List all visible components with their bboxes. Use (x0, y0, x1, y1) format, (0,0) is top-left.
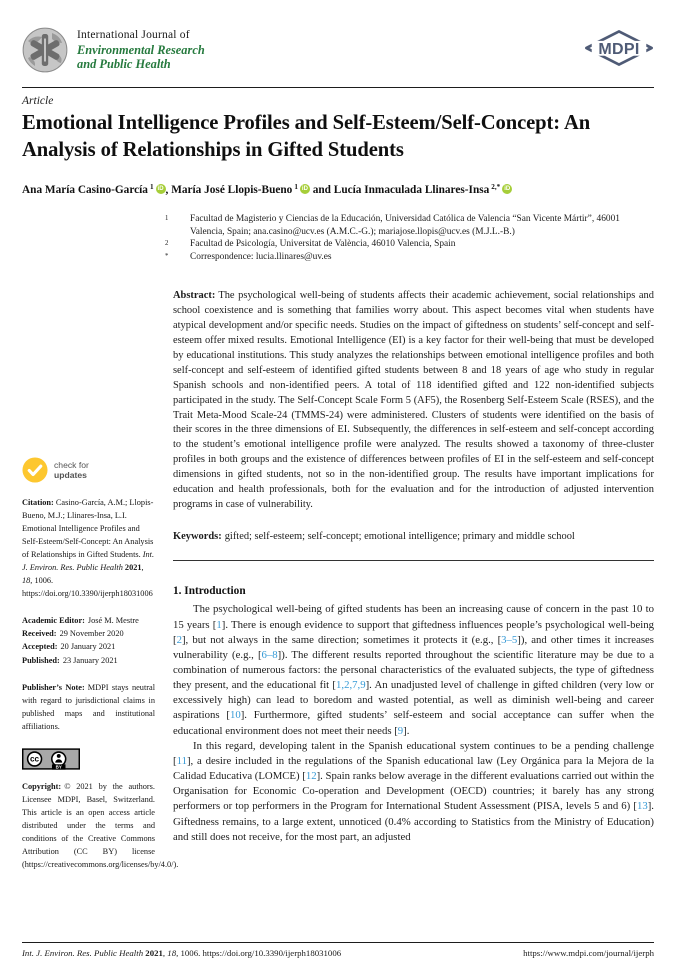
orcid-icon[interactable]: iD (157, 186, 164, 192)
keywords-text: gifted; self-esteem; self-concept; emotional intelligence; primary and middle school (224, 530, 575, 542)
author-affiliation-superscript: 2,* (491, 183, 501, 191)
check-for-updates-label: check for updates (54, 459, 89, 480)
meta-label: Academic Editor: (22, 615, 85, 625)
meta-value: 20 January 2021 (60, 642, 116, 652)
journal-name-line1: Environmental Research (77, 43, 205, 57)
author (334, 184, 512, 196)
meta-label: Published: (22, 655, 60, 665)
meta-label: Accepted: (22, 642, 58, 652)
keywords (173, 530, 654, 545)
abstract-text: The psychological well-being of students affects their academic achievement, social relationships and school coexistence and is something that families worry about. This aspect becomes vital when students have atypical development and/or specific needs. Studies on the impact of giftedness on students’ self-concept and self-esteem offer mixed results. Emotional Intelligence (EI) is a key factor for their well-being that must be developed by educational institutions. This study analyzes the relationships between emotional intelligence profiles and both self-concept and self-esteem of identified gifted students between 8 and 18 years of age who study in regular Spanish schools and non-identified peers. A total of 118 identified gifted and 122 non-identified subjects participated in the study. The Self-Concept Scale Form 5 (AF5), the Rosenberg Self-Esteem Scale (RSES), and the Trait Meta-Mood Scale-24 (TMMS-24) were administered. Clusters of students were identified on the basis of their scores in the three dimensions of EI. Subsequently, the differences in self-esteem and self-concept according to the student’s emotional intelligence profile were analyzed. The results showed a taxonomy of three-cluster profiles in both groups and the existence of differences between profiles of EI in the self-esteem and self-concept dimensions in gifted students, not so in the non-identified group. The results have important implications for education and health professionals, both for the evaluation and for the introduction of adjusted intervention programs in case of vulnerability. (173, 290, 654, 510)
author-affiliation-superscript: 1 (294, 183, 298, 191)
left-sidebar (22, 211, 179, 937)
journal-name-line2: and Public Health (77, 57, 171, 72)
journal-globe-logo (22, 27, 68, 73)
author-name: María José Llopis-Bueno (171, 184, 293, 196)
citation-block (22, 497, 155, 601)
affiliation-list (165, 213, 654, 263)
page-header (22, 27, 654, 73)
citation-ref[interactable]: 10 (229, 709, 241, 722)
text-segment: , (162, 948, 168, 958)
article-title: Emotional Intelligence Profiles and Self-Esteem/Self-Concept: An Analysis of Relationships in Gifted Students (22, 112, 591, 161)
sidebar-meta-row (22, 614, 155, 627)
meta-label: Received: (22, 628, 57, 638)
affiliation-text: Correspondence: lucia.llinares@uv.es (190, 251, 332, 262)
affiliation (165, 213, 654, 238)
affiliation-marker: 2 (165, 240, 169, 248)
body-paragraph: In this regard, developing talent in the Spanish educational system continues to be a pending challenge [11], a desire included in the regulations of the Spanish educational law (Ley Orgánica para la Mejora de la Calidad Educativa (LOMCE) [12]. Spain ranks below average in the different evaluations carried out within the Organisation for Economic Co-operation and Development (OECD) countries; it barely has any strong performers or top performers in the Program for International Student Assessment (PISA, levels 5 and 6) [13]. Giftedness remains, to a large extent, unnoticed (0.4% according to Statistics from the Ministry of Education) and still does not receive, for the most part, an adjusted (173, 739, 654, 843)
publishers-note: Publisher’s Note: MDPI stays neutral with regard to jurisdictional claims in published maps and institutional affiliations. (22, 683, 156, 732)
citation-ref[interactable]: 11 (176, 754, 187, 767)
publishers-note-label: Publisher’s Note: (22, 683, 85, 693)
sidebar-meta-row (22, 654, 155, 667)
journal-url[interactable]: https://www.mdpi.com/journal/ijerph (523, 948, 654, 958)
citation-ref[interactable]: 6–8 (261, 648, 278, 661)
sidebar-meta-row (22, 640, 155, 653)
author (22, 184, 171, 196)
keywords-label: Keywords: (173, 530, 222, 542)
section-heading: 1. Introduction (173, 585, 246, 598)
article-type-label: Article (22, 95, 54, 107)
abstract-label: Abstract: (173, 290, 216, 302)
cc-by-license-badge[interactable] (22, 748, 80, 770)
text-segment: Int. J. Environ. Res. Public Health (22, 549, 155, 572)
orcid-icon[interactable]: iD (301, 186, 308, 192)
copyright-notice: Copyright: © 2021 by the authors. Licensee MDPI, Basel, Switzerland. This article is an open access article distributed under the terms and conditions of the Creative Commons Attribution (CC BY) license (https://creativecommons.org/licenses/by/4.0/). (22, 782, 179, 869)
citation-ref[interactable]: 12 (305, 770, 317, 783)
journal-name-prefix: International Journal of (77, 29, 190, 41)
sidebar-meta-row (22, 627, 155, 640)
author-name: Lucía Inmaculada Llinares-Insa (333, 184, 490, 196)
footer-citation (22, 948, 341, 958)
text-segment: , 1006. (176, 948, 203, 958)
citation-ref[interactable]: 9 (397, 724, 404, 737)
affiliation (165, 238, 654, 251)
affiliation-text: Facultad de Magisterio y Ciencias de la Educación, Universidad Católica de Valencia “San Vicente Mártir”, 46001 Valencia, Spain; ana.casino@ucv.es (A.M.C.-G.); mariajose.llopis@ucv.es (M.J.L.-B.) (190, 214, 620, 237)
section-divider (173, 560, 654, 561)
text-segment: Citation: (22, 498, 56, 507)
citation-ref[interactable]: 1 (216, 618, 222, 631)
main-column (165, 211, 654, 937)
cc-icon: cc (30, 754, 40, 764)
text-segment: 18 (22, 575, 31, 585)
meta-value: 29 November 2020 (59, 628, 124, 638)
by-label: BY (55, 764, 62, 770)
meta-value: José M. Mestre (87, 615, 139, 625)
text-segment: Int. J. Environ. Res. Public Health (22, 948, 146, 958)
citation-ref[interactable]: 3–5 (501, 633, 518, 646)
header-divider (22, 87, 654, 88)
page-footer (22, 948, 654, 958)
footer-divider (22, 942, 654, 943)
meta-value: 23 January 2021 (62, 655, 118, 665)
text-segment: 2021 (124, 562, 142, 572)
affiliation-marker: * (165, 252, 169, 260)
doi-link[interactable]: https://doi.org/10.3390/ijerph18031006 (22, 588, 153, 598)
journal-name (77, 27, 205, 72)
author-list (22, 183, 650, 196)
text-segment: 18 (167, 948, 177, 958)
author-name: Ana María Casino-García (22, 184, 148, 196)
copyright-label: Copyright: (22, 782, 62, 791)
check-for-updates-badge[interactable] (22, 457, 155, 483)
author-separator: , (165, 184, 172, 196)
affiliation-text: Facultad de Psicología, Universitat de València, 46010 Valencia, Spain (190, 239, 456, 250)
citation-ref[interactable]: 13 (636, 800, 648, 813)
affiliation (165, 251, 654, 264)
author-separator: and (309, 184, 334, 196)
text-segment: , (141, 562, 144, 572)
author-affiliation-superscript: 1 (149, 183, 154, 191)
section-body (173, 602, 654, 845)
citation-ref[interactable]: 1,2,7,9 (336, 679, 366, 692)
text-segment: 2021 (145, 948, 163, 958)
mdpi-wordmark: MDPI (598, 40, 640, 58)
doi-link[interactable]: https://doi.org/10.3390/ijerph18031006 (202, 948, 342, 958)
orcid-icon[interactable]: iD (504, 186, 511, 192)
content-columns (22, 211, 654, 937)
check-icon (22, 457, 48, 483)
affiliation-marker: 1 (165, 215, 169, 222)
body-paragraph: The psychological well-being of gifted students has been an increasing cause of concern in the past 10 to 15 years [1]. There is enough evidence to support that giftedness influences people’s psychological well-being [2], but not always in the same direction; sometimes it protects it (e.g., [3–5]), and other times it increases vulnerability (e.g., [6–8]). The different results reported throughout the scientific literature may be due to a combination of numerous factors: the personal characteristics of the evaluated subjects, the type of giftedness they present, and the educational fit [1,2,7,9]. An unadjusted level of challenge in gifted children (very low or excessively high) can lead to boredom and wasted potential, as well as diminish well-being and career aspirations [10]. Furthermore, gifted students’ self-esteem and social acceptance can suffer when the educational environment does not meet their needs [9]. (173, 603, 654, 737)
text-segment: , 1006. (30, 575, 54, 585)
text-segment: Casino-García, A.M.; Llopis-Bueno, M.J.; Llinares-Insa, L.I. Emotional Intelligence Profiles and Self-Esteem/Self-Concept: An Analysis of Relationships in Gifted Students. (22, 498, 154, 559)
citation-ref[interactable]: 2 (176, 633, 182, 646)
abstract (173, 289, 654, 512)
author (171, 184, 334, 196)
editorial-dates (22, 614, 155, 668)
mdpi-logo[interactable] (584, 29, 654, 67)
person-icon (57, 754, 61, 758)
